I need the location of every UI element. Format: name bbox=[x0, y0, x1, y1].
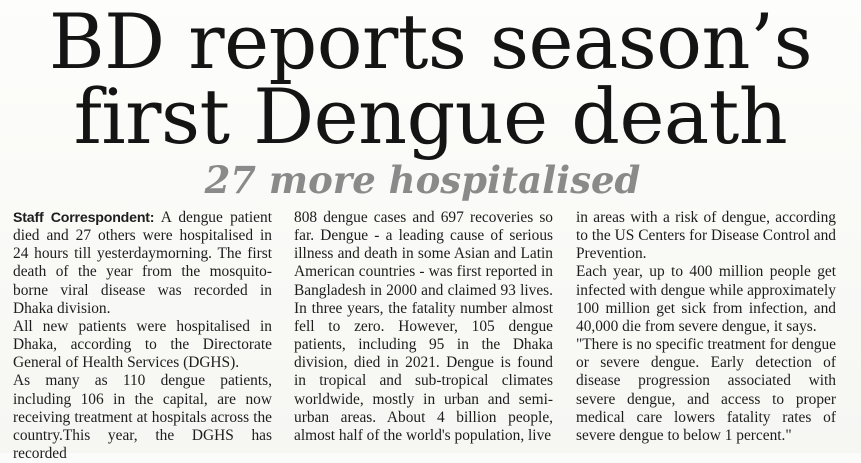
paragraph bbox=[13, 209, 272, 318]
paragraph: All new patients were hospitalised in Dhaka, according to the Directorate General of Health Services (DGHS). bbox=[13, 317, 272, 372]
article-column-2 bbox=[294, 209, 553, 445]
paragraph: 808 dengue cases and 697 recoveries so far. Dengue - a leading cause of serious illness and death in some Asian and Latin American countries - was first reported in Bangladesh in 2000 and claimed 93 lives. In three years, the fatality number almost fell to zero. However, 105 dengue patients, including 95 in the Dhaka division, died in 2021. Dengue is found in tropical and sub-tropical climates worldwide, mostly in urban and semi-urban areas. About 4 billion people, almost half of the world's population, live bbox=[294, 209, 553, 444]
headline-line-1: BD reports season’s bbox=[48, 0, 813, 86]
article-column-3 bbox=[576, 209, 836, 445]
subheadline: 27 more hospitalised bbox=[204, 158, 641, 202]
paragraph: As many as 110 dengue patients, including 106 in the capital, are now receiving treatment at hospitals across the country.This year, the DGHS has recorded bbox=[13, 372, 272, 463]
paragraph: "There is no specific treatment for dengue or severe dengue. Early detection of disease progression associated with severe dengue, and access to proper medical care lowers fatality rates of severe dengue to below 1 percent." bbox=[576, 336, 836, 444]
paragraph-text: A dengue patient died and 27 others were hospitalised in 24 hours till yesterdaymorning. The first death of the year from the mosquito-borne viral disease was recorded in Dhaka division. bbox=[13, 209, 272, 317]
paragraph: in areas with a risk of dengue, according to the US Centers for Disease Control and Prevention. bbox=[576, 209, 836, 263]
headline-line-2: first Dengue death bbox=[73, 72, 788, 161]
paragraph: Each year, up to 400 million people get infected with dengue while approximately 100 million get sick from infection, and 40,000 die from severe dengue, it says. bbox=[576, 263, 836, 335]
article-column-1 bbox=[13, 209, 272, 463]
byline: Staff Correspondent: bbox=[13, 210, 155, 226]
